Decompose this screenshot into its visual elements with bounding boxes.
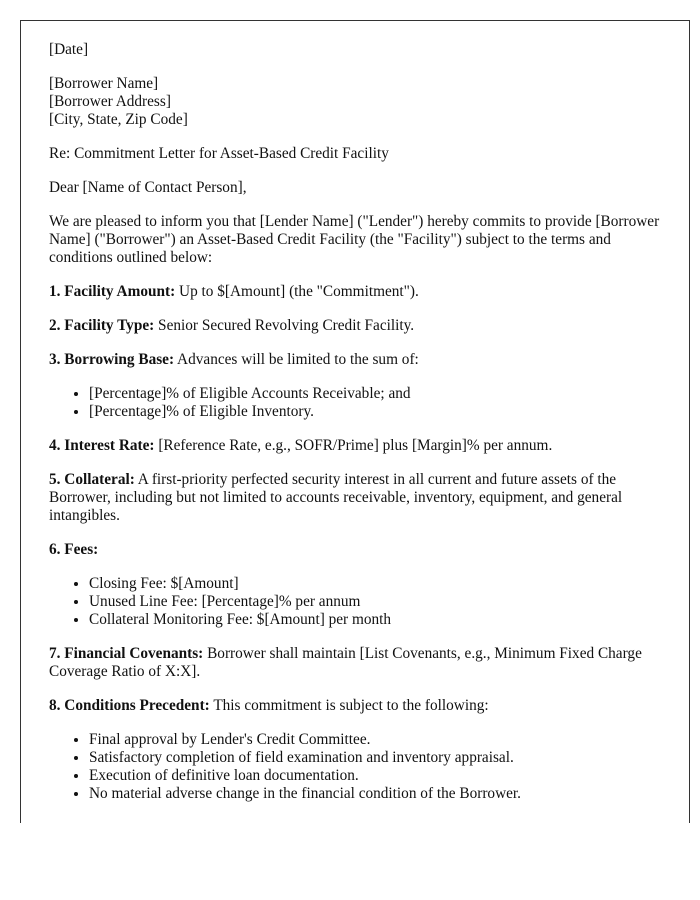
section-facility-type: [49, 317, 661, 335]
borrowing-base-list: [49, 385, 661, 421]
section-text: This commitment is subject to the following:: [209, 697, 489, 714]
list-item: • [Percentage]% of Eligible Accounts Receivable; and: [89, 385, 661, 403]
list-item: • Execution of definitive loan documentation.: [89, 767, 661, 785]
list-item: • [Percentage]% of Eligible Inventory.: [89, 403, 661, 421]
section-heading: 6. Fees:: [49, 541, 99, 558]
conditions-precedent-list: [49, 731, 661, 803]
section-conditions-precedent: [49, 697, 661, 715]
section-heading: 5. Collateral:: [49, 471, 135, 488]
list-item: • Collateral Monitoring Fee: $[Amount] per month: [89, 611, 661, 629]
section-heading: 3. Borrowing Base:: [49, 351, 175, 368]
list-item: • Unused Line Fee: [Percentage]% per annum: [89, 593, 661, 611]
section-text: A first-priority perfected security interest in all current and future assets of the Borrower, including but not limited to accounts receivable, inventory, equipment, and general intangibles.: [49, 471, 623, 524]
section-heading: 7. Financial Covenants:: [49, 645, 204, 662]
letter-date: [Date]: [49, 41, 89, 58]
section-heading: 8. Conditions Precedent:: [49, 697, 210, 714]
section-heading: 4. Interest Rate:: [49, 437, 155, 454]
recipient-address-block: [49, 75, 661, 129]
section-heading: 1. Facility Amount:: [49, 283, 176, 300]
recipient-address: [Borrower Address]: [49, 93, 171, 110]
section-interest-rate: [49, 437, 661, 455]
list-item: • Closing Fee: $[Amount]: [89, 575, 661, 593]
fees-list: [49, 575, 661, 629]
recipient-name: [Borrower Name]: [49, 75, 159, 92]
letter-subject: Re: Commitment Letter for Asset-Based Credit Facility: [49, 145, 389, 162]
section-text: Senior Secured Revolving Credit Facility.: [154, 317, 415, 334]
section-financial-covenants: [49, 645, 661, 681]
list-item: • Final approval by Lender's Credit Committee.: [89, 731, 661, 749]
recipient-city-state-zip: [City, State, Zip Code]: [49, 111, 188, 128]
list-item: • Satisfactory completion of field examination and inventory appraisal.: [89, 749, 661, 767]
section-text: [Reference Rate, e.g., SOFR/Prime] plus [Margin]% per annum.: [154, 437, 553, 454]
section-facility-amount: [49, 283, 661, 301]
list-item: • No material adverse change in the financial condition of the Borrower.: [89, 785, 661, 803]
letter-salutation: Dear [Name of Contact Person],: [49, 179, 247, 196]
commitment-letter: [20, 20, 690, 823]
section-collateral: [49, 471, 661, 525]
section-text: Borrower shall maintain [List Covenants, e.g., Minimum Fixed Charge Coverage Ratio of X:X].: [49, 645, 642, 680]
section-heading: 2. Facility Type:: [49, 317, 155, 334]
section-borrowing-base: [49, 351, 661, 369]
section-text: Advances will be limited to the sum of:: [174, 351, 419, 368]
letter-intro: We are pleased to inform you that [Lender Name] ("Lender") hereby commits to provide [Borrower Name] ("Borrower") an Asset-Based Credit Facility (the "Facility") subject to the terms and conditions outlined below:: [49, 213, 660, 266]
section-text: Up to $[Amount] (the "Commitment").: [175, 283, 419, 300]
section-fees: [49, 541, 661, 559]
